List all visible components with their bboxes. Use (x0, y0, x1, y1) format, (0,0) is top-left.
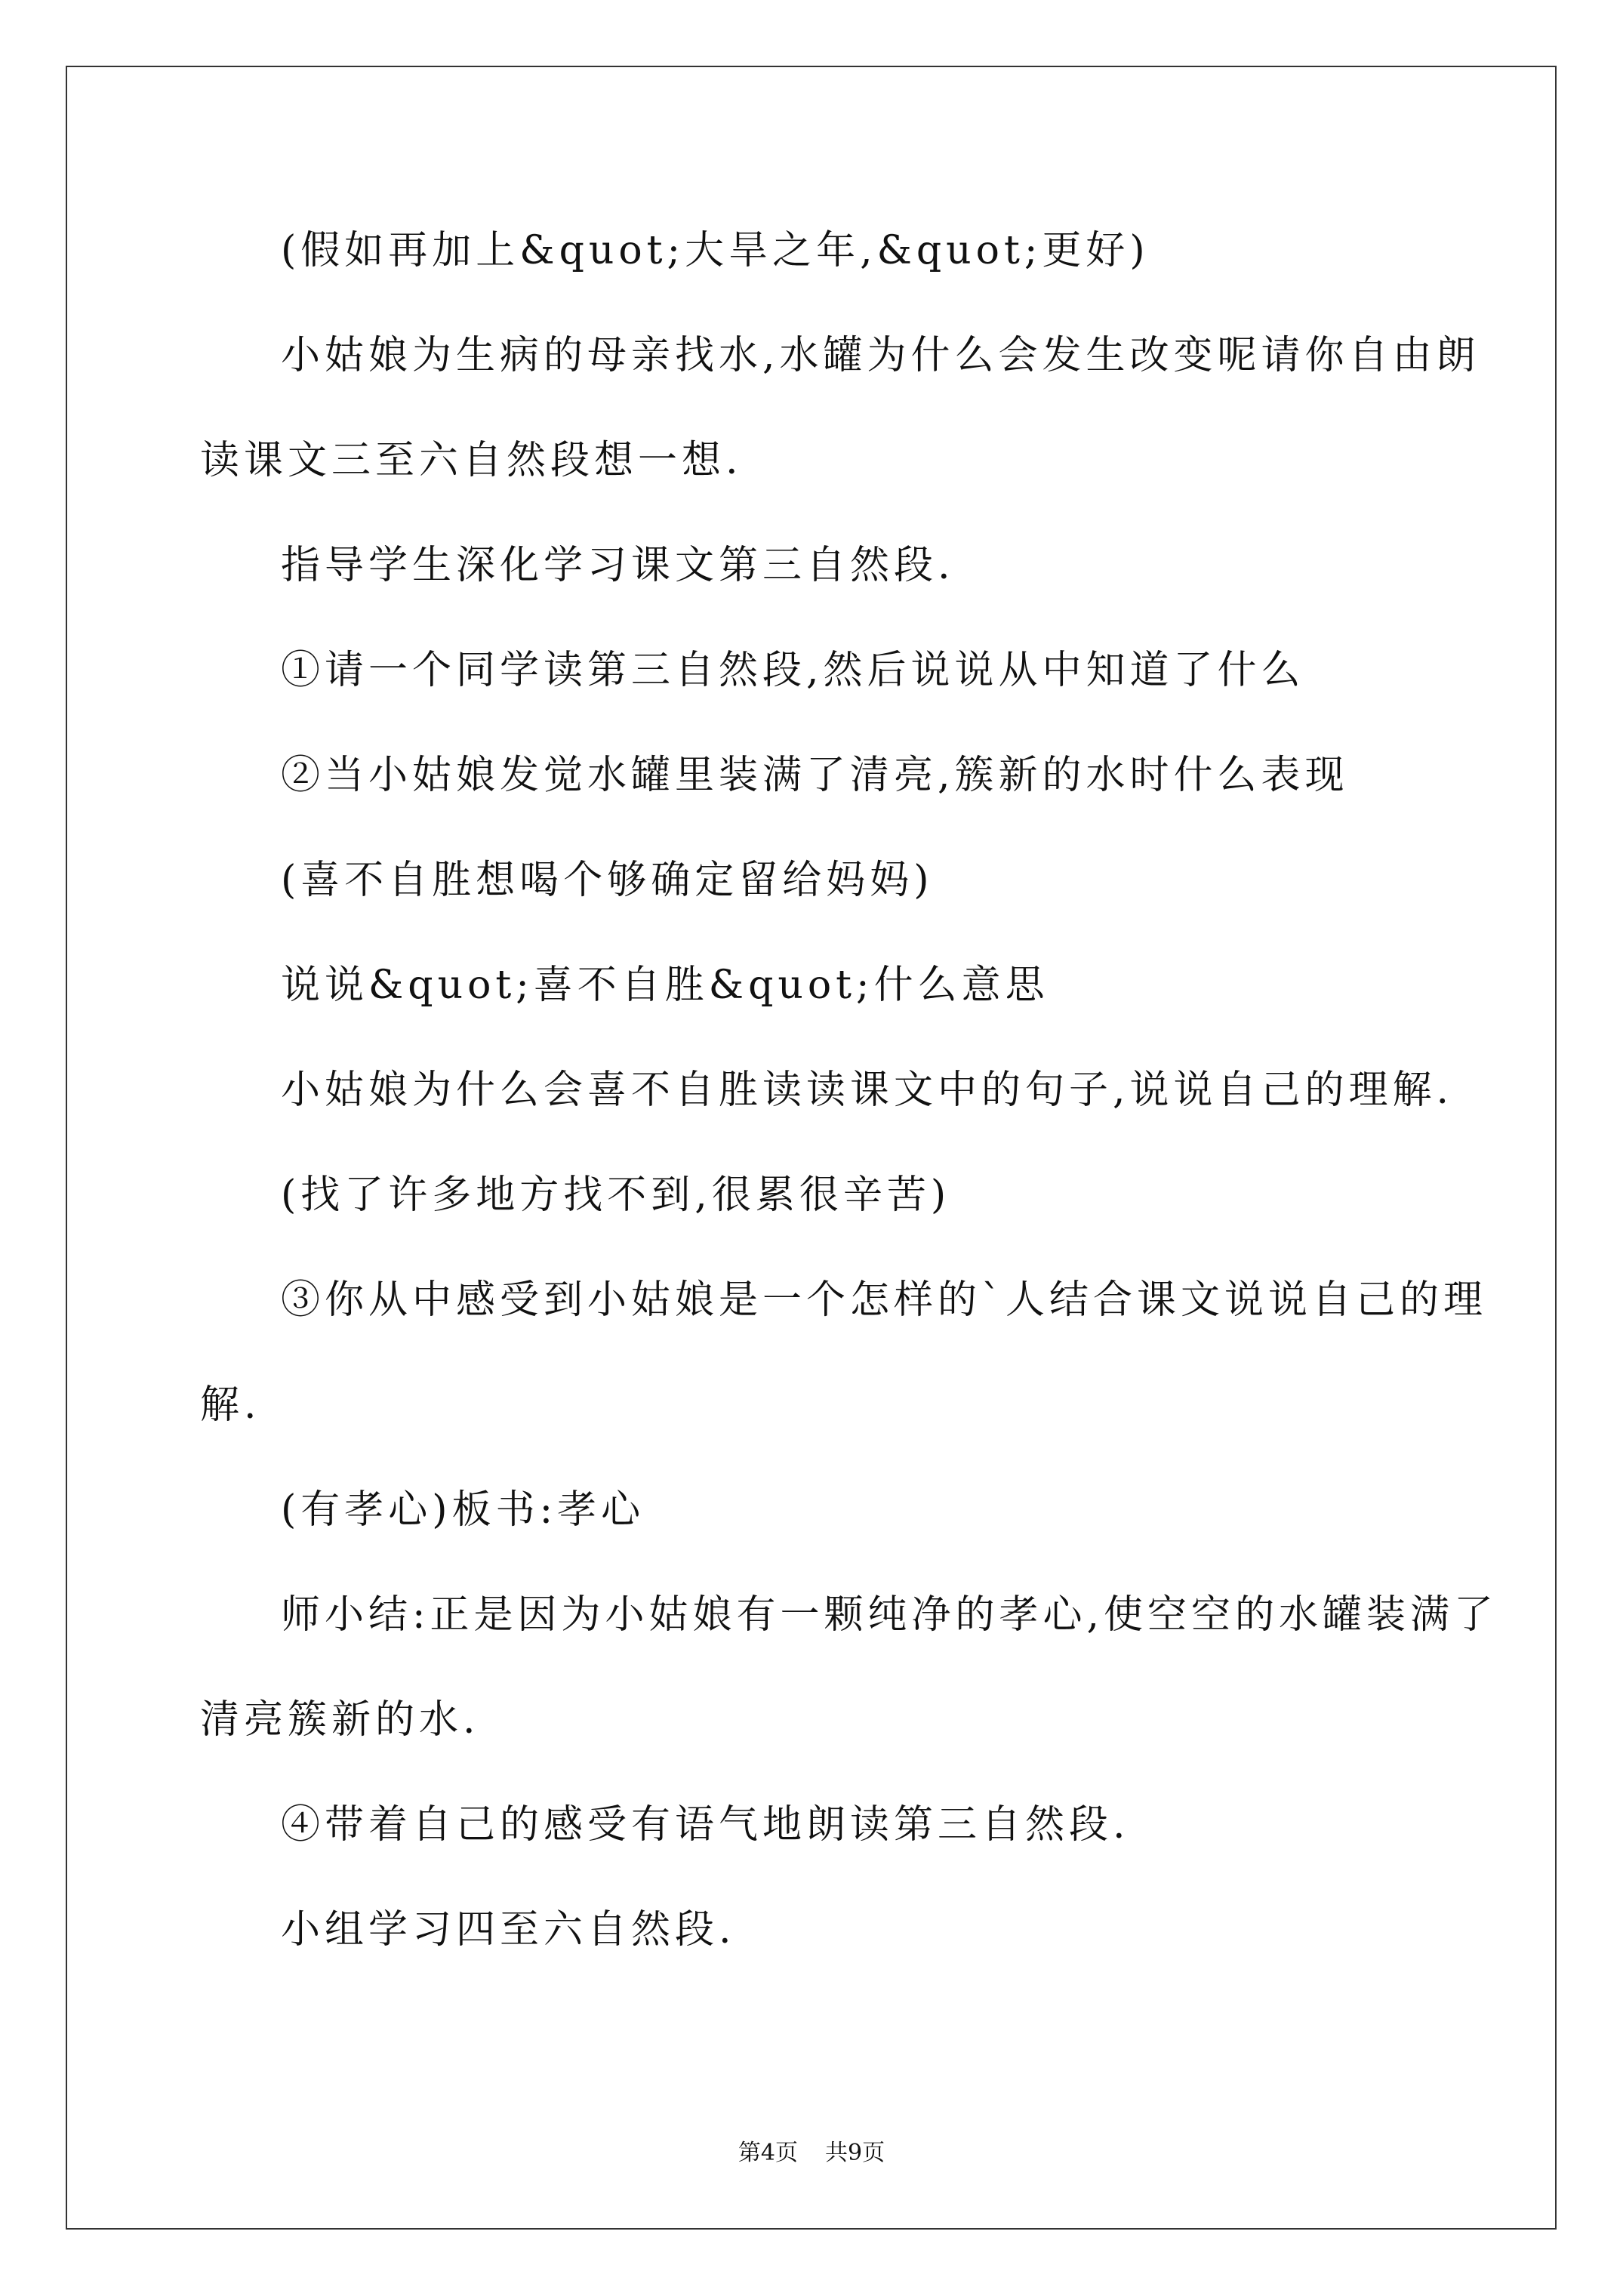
page-border (66, 66, 1557, 2230)
page-number-current: 第4页 (738, 2140, 798, 2166)
paragraph-line: ②当小姑娘发觉水罐里装满了清亮,簇新的水时什么表现 (281, 753, 1349, 798)
paragraph-line: (假如再加上&quot;大旱之年,&quot;更好) (281, 228, 1150, 273)
paragraph-line: 指导学生深化学习课文第三自然段. (281, 543, 955, 588)
paragraph-line: 读课文三至六自然段想一想. (200, 438, 743, 483)
paragraph-line: (喜不自胜想喝个够确定留给妈妈) (281, 858, 934, 903)
paragraph-line: 师小结:正是因为小姑娘有一颗纯净的孝心,使空空的水罐装满了 (281, 1592, 1498, 1638)
paragraph-line: ③你从中感受到小姑娘是一个怎样的`人结合课文说说自己的理 (281, 1277, 1488, 1323)
paragraph-line: ④带着自己的感受有语气地朗读第三自然段. (281, 1802, 1130, 1848)
paragraph-line: ①请一个同学读第三自然段,然后说说从中知道了什么 (281, 648, 1305, 693)
page-footer (0, 2138, 1623, 2168)
paragraph-line: 小姑娘为生病的母亲找水,水罐为什么会发生改变呢请你自由朗 (281, 333, 1480, 378)
paragraph-line: 解. (200, 1382, 261, 1428)
page-number-total: 共9页 (825, 2140, 885, 2166)
paragraph-line: 小姑娘为什么会喜不自胜读读课文中的句子,说说自己的理解. (281, 1068, 1454, 1113)
paragraph-line: (有孝心)板书:孝心 (281, 1487, 645, 1533)
paragraph-line: (找了许多地方找不到,很累很辛苦) (281, 1173, 951, 1218)
paragraph-line: 小组学习四至六自然段. (281, 1907, 736, 1952)
paragraph-line: 清亮簇新的水. (200, 1697, 480, 1743)
paragraph-line: 说说&quot;喜不自胜&quot;什么意思 (281, 963, 1049, 1008)
